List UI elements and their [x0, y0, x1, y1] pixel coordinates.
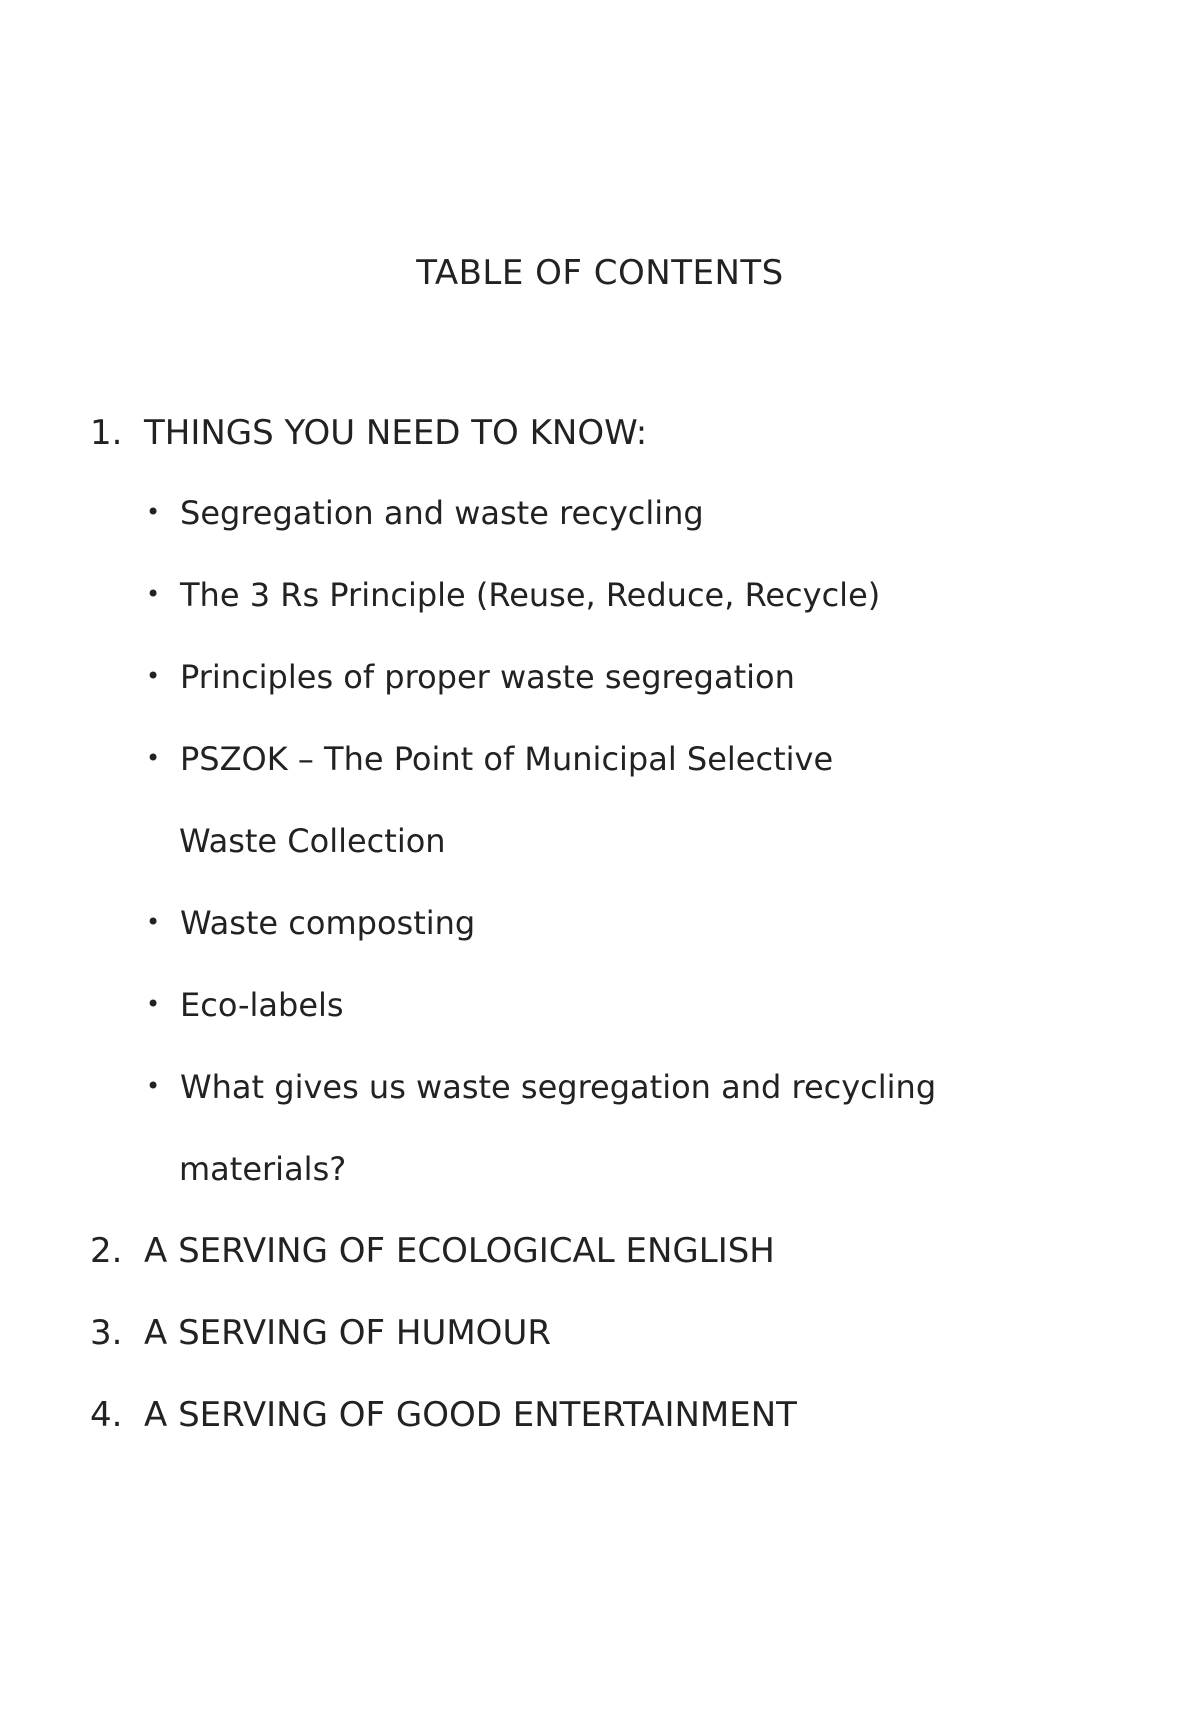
section-label: A SERVING OF ECOLOGICAL ENGLISH: [144, 1231, 775, 1271]
toc-item-pszok-continuation: Waste Collection: [179, 822, 446, 860]
section-label: THINGS YOU NEED TO KNOW:: [144, 413, 648, 453]
bullet-icon: •: [146, 498, 161, 526]
toc-section-4: [90, 1390, 797, 1440]
bullet-icon: •: [146, 990, 161, 1018]
section-number: 1.: [90, 413, 123, 453]
toc-section-3: [90, 1308, 551, 1358]
toc-item-label: Principles of proper waste segregation: [180, 658, 795, 696]
bullet-icon: •: [146, 580, 161, 608]
toc-item-what-gives-continuation: materials?: [179, 1150, 347, 1188]
toc-item-label: Waste composting: [180, 904, 476, 942]
toc-section-1: [90, 408, 647, 458]
toc-item-pszok: [146, 734, 833, 786]
toc-item-composting: [146, 898, 475, 950]
bullet-icon: •: [146, 662, 161, 690]
bullet-icon: •: [146, 744, 161, 772]
toc-item-what-gives: [146, 1062, 936, 1114]
toc-item-3rs: [146, 570, 880, 622]
bullet-icon: •: [146, 908, 161, 936]
toc-item-label: The 3 Rs Principle (Reuse, Reduce, Recycle): [180, 576, 881, 614]
section-label: A SERVING OF HUMOUR: [144, 1313, 551, 1353]
toc-item-principles: [146, 652, 795, 704]
toc-item-label: What gives us waste segregation and recycling: [180, 1068, 937, 1106]
toc-section-2: [90, 1226, 775, 1276]
toc-item-segregation: [146, 488, 704, 540]
section-number: 3.: [90, 1313, 123, 1353]
page-title: TABLE OF CONTENTS: [416, 253, 784, 293]
toc-item-label: Eco-labels: [180, 986, 344, 1024]
toc-item-label: Segregation and waste recycling: [180, 494, 704, 532]
section-number: 4.: [90, 1395, 123, 1435]
toc-item-eco-labels: [146, 980, 344, 1032]
section-label: A SERVING OF GOOD ENTERTAINMENT: [144, 1395, 797, 1435]
bullet-icon: •: [146, 1072, 161, 1100]
toc-item-label: PSZOK – The Point of Municipal Selective: [180, 740, 834, 778]
section-number: 2.: [90, 1231, 123, 1271]
